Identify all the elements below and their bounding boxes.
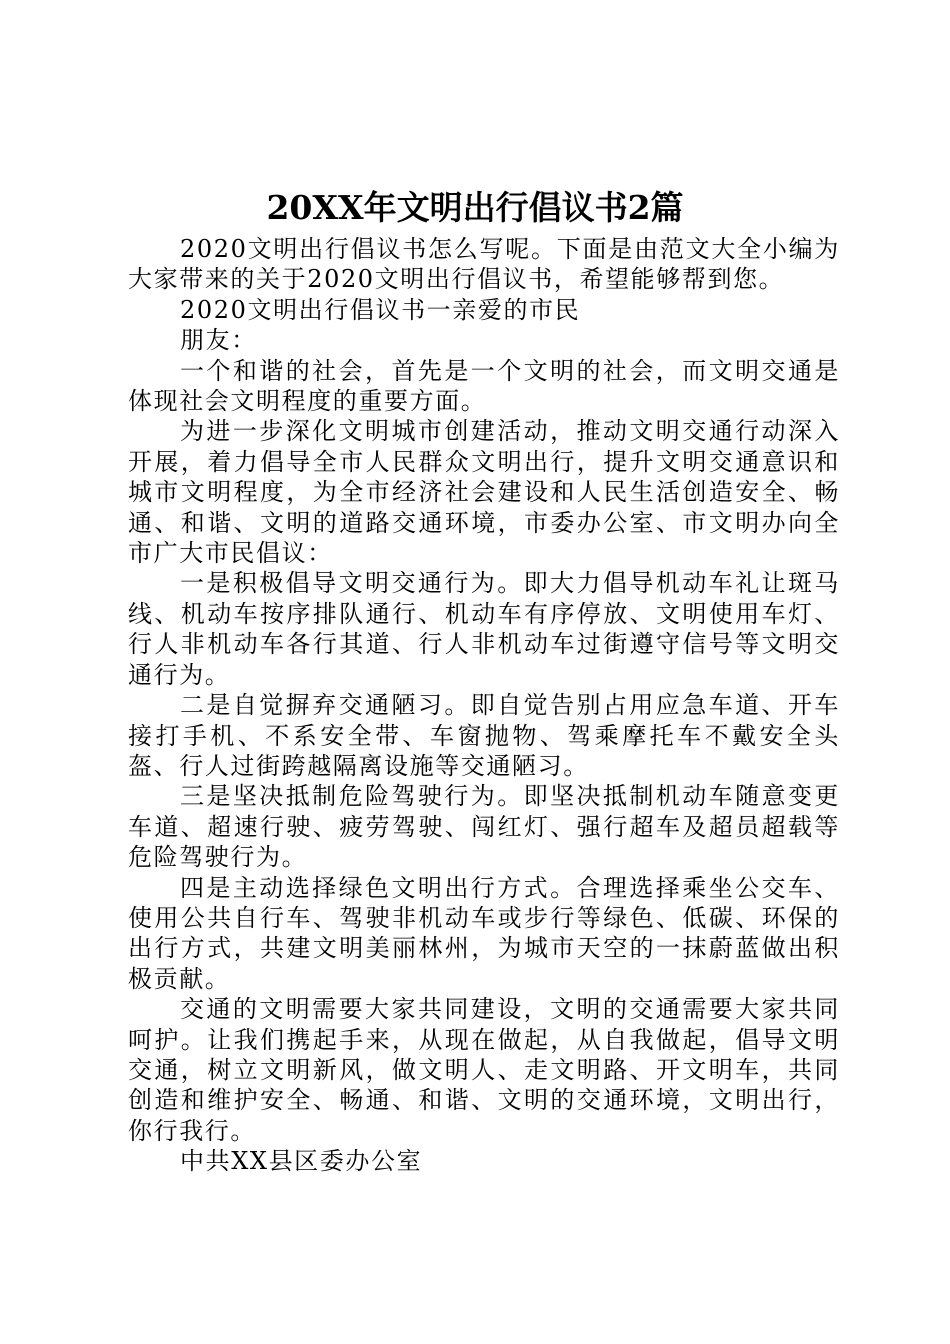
document-title: 20XX年文明出行倡议书2篇 xyxy=(266,188,684,227)
salutation: 朋友： xyxy=(180,326,257,355)
proposal-item-2: 二是自觉摒弃交通陋习。即自觉告别占用应急车道、开车接打手机、不系安全带、车窗抛物、驾乘摩托车不戴安全头盔、行人过街跨越隔离设施等交通陋习。 xyxy=(128,691,840,780)
letter-heading: 2020文明出行倡议书一亲爱的市民 xyxy=(180,295,581,324)
signature: 中共XX县区委办公室 xyxy=(180,1147,423,1176)
closing-paragraph: 交通的文明需要大家共同建设，文明的交通需要大家共同呵护。让我们携起手来，从现在做起，从自我做起，倡导文明交通，树立文明新风，做文明人、走文明路、开文明车，共同创造和维护安全、畅通、和谐、文明的交通环境，文明出行，你行我行。 xyxy=(128,995,840,1145)
body-paragraph: 一个和谐的社会，首先是一个文明的社会，而文明交通是体现社会文明程度的重要方面。 xyxy=(128,356,840,416)
body-paragraph: 为进一步深化文明城市创建活动，推动文明交通行动深入开展，着力倡导全市人民群众文明出行，提升文明交通意识和城市文明程度，为全市经济社会建设和人民生活创造安全、畅通、和谐、文明的道路交通环境，市委办公室、市文明办向全市广大市民倡议： xyxy=(128,417,840,568)
proposal-item-3: 三是坚决抵制危险驾驶行为。即坚决抵制机动车随意变更车道、超速行驶、疲劳驾驶、闯红灯、强行超车及超员超载等危险驾驶行为。 xyxy=(128,782,840,872)
document-body xyxy=(128,234,840,1177)
proposal-item-1: 一是积极倡导文明交通行为。即大力倡导机动车礼让斑马线、机动车按序排队通行、机动车有序停放、文明使用车灯、行人非机动车各行其道、行人非机动车过街遵守信号等文明交通行为。 xyxy=(128,569,840,689)
proposal-item-4: 四是主动选择绿色文明出行方式。合理选择乘坐公交车、使用公共自行车、驾驶非机动车或步行等绿色、低碳、环保的出行方式，共建文明美丽林州，为城市天空的一抹蔚蓝做出积极贡献。 xyxy=(128,873,840,993)
intro-paragraph: 2020文明出行倡议书怎么写呢。下面是由范文大全小编为大家带来的关于2020文明出行倡议书，希望能够帮到您。 xyxy=(128,235,840,294)
